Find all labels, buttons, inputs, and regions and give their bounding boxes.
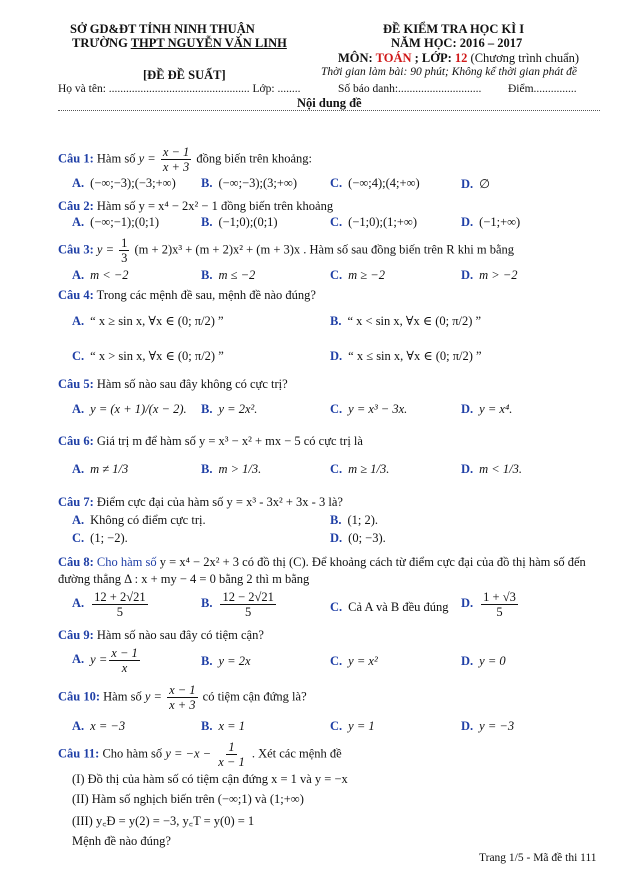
q9-option-d[interactable]: D. y = 0 bbox=[461, 654, 506, 668]
q10-option-b[interactable]: B. x = 1 bbox=[201, 719, 245, 733]
q1-option-b[interactable]: B. (−∞;−3);(3;+∞) bbox=[201, 176, 298, 190]
q10-option-c[interactable]: C. y = 1 bbox=[330, 719, 375, 733]
question-8-line2: đường thẳng Δ : x + my − 4 = 0 bằng 2 thì m bằng bbox=[58, 572, 310, 586]
question-10: Câu 10: Hàm số y = $\frac{x - 1}{x + 3}$ có tiệm cận đứng là? bbox=[58, 683, 307, 712]
q11-prompt: Mệnh đề nào đúng? bbox=[72, 834, 171, 848]
q5-option-d[interactable]: D. y = x⁴. bbox=[461, 402, 513, 416]
content-heading: Nội dung đề bbox=[297, 96, 362, 110]
q3-option-c[interactable]: C. m ≥ −2 bbox=[330, 268, 385, 282]
school-year: NĂM HỌC: 2016 – 2017 bbox=[391, 36, 523, 50]
q9-option-c[interactable]: C. y = x² bbox=[330, 654, 378, 668]
q3-option-a[interactable]: A. m < −2 bbox=[72, 268, 129, 282]
question-5: Câu 5: Hàm số nào sau đây không có cực trị? bbox=[58, 377, 288, 391]
exam-title: ĐỀ KIỂM TRA HỌC KÌ I bbox=[383, 22, 525, 36]
q11-statement-1: (I) Đồ thị của hàm số có tiệm cận đứng x = 1 và y = −x bbox=[72, 772, 348, 786]
score-field: Điểm............... bbox=[508, 83, 577, 95]
question-7: Câu 7: Điểm cực đại của hàm số y = x³ - 3x² + 3x - 3 là? bbox=[58, 495, 343, 509]
q9-option-b[interactable]: B. y = 2x bbox=[201, 654, 251, 668]
q11-statement-2: (II) Hàm số nghịch biến trên (−∞;1) và (1;+∞) bbox=[72, 792, 304, 806]
exam-tag: [ĐỀ ĐỀ SUẤT] bbox=[143, 68, 226, 82]
q4-option-d[interactable]: D. “ x ≤ sin x, ∀x ∈ (0; π/2) ” bbox=[330, 349, 482, 363]
q6-option-d[interactable]: D. m < 1/3. bbox=[461, 462, 522, 476]
question-6: Câu 6: Giá trị m để hàm số y = x³ − x² + mx − 5 có cực trị là bbox=[58, 434, 363, 448]
question-4: Câu 4: Trong các mệnh đề sau, mệnh đề nào đúng? bbox=[58, 288, 316, 302]
q2-option-c[interactable]: C. (−1;0);(1;+∞) bbox=[330, 215, 417, 229]
q5-option-c[interactable]: C. y = x³ − 3x. bbox=[330, 402, 408, 416]
q4-option-c[interactable]: C. “ x > sin x, ∀x ∈ (0; π/2) ” bbox=[72, 349, 224, 363]
q10-option-a[interactable]: A. x = −3 bbox=[72, 719, 126, 733]
question-11: Câu 11: Cho hàm số y = −x − $\frac{1}{x - 1}$ . Xét các mệnh đề bbox=[58, 740, 342, 769]
q6-option-c[interactable]: C. m ≥ 1/3. bbox=[330, 462, 390, 476]
q2-option-b[interactable]: B. (−1;0);(0;1) bbox=[201, 215, 278, 229]
q1-option-c[interactable]: C. (−∞;4);(4;+∞) bbox=[330, 176, 420, 190]
q10-option-d[interactable]: D. y = −3 bbox=[461, 719, 515, 733]
q1-option-a[interactable]: A. (−∞;−3);(−3;+∞) bbox=[72, 176, 176, 190]
q8-option-a[interactable]: A. $\frac{12 + 2√21}{5}$ bbox=[72, 590, 146, 619]
school-name: TRƯỜNG THPT NGUYỄN VĂN LINH bbox=[72, 36, 287, 50]
header-divider bbox=[58, 110, 600, 111]
q5-option-b[interactable]: B. y = 2x². bbox=[201, 402, 258, 416]
q7-option-d[interactable]: D. (0; −3). bbox=[330, 531, 386, 545]
q6-option-a[interactable]: A. m ≠ 1/3 bbox=[72, 462, 129, 476]
q3-option-b[interactable]: B. m ≤ −2 bbox=[201, 268, 256, 282]
question-1: Câu 1: Hàm số y = $\frac{x - 1}{x + 3}$ đồng biến trên khoảng: bbox=[58, 145, 313, 174]
subject-line: MÔN: TOÁN ; LỚP: 12 (Chương trình chuẩn) bbox=[338, 51, 580, 65]
q8-option-c[interactable]: C. Cả A và B đều đúng bbox=[330, 600, 449, 614]
q9-option-a[interactable]: A. y = $\frac{x - 1}{x}$ bbox=[72, 646, 138, 675]
q8-option-d[interactable]: D. $\frac{1 + √3}{5}$ bbox=[461, 590, 516, 619]
page-footer: Trang 1/5 - Mã đề thi 111 bbox=[479, 852, 597, 864]
q2-option-a[interactable]: A. (−∞;−1);(0;1) bbox=[72, 215, 159, 229]
q5-option-a[interactable]: A. y = (x + 1)/(x − 2). bbox=[72, 402, 187, 416]
question-9: Câu 9: Hàm số nào sau đây có tiệm cận? bbox=[58, 628, 264, 642]
q7-option-b[interactable]: B. (1; 2). bbox=[330, 513, 379, 527]
q7-option-a[interactable]: A. Không có điểm cực trị. bbox=[72, 513, 206, 527]
q4-option-a[interactable]: A. “ x ≥ sin x, ∀x ∈ (0; π/2) ” bbox=[72, 314, 224, 328]
q3-option-d[interactable]: D. m > −2 bbox=[461, 268, 518, 282]
student-id-field: Số báo danh:............................. bbox=[338, 83, 482, 95]
q6-option-b[interactable]: B. m > 1/3. bbox=[201, 462, 262, 476]
school-dept: SỞ GD&ĐT TỈNH NINH THUẬN bbox=[70, 22, 255, 36]
q8-option-b[interactable]: B. $\frac{12 - 2√21}{5}$ bbox=[201, 590, 274, 619]
time-note: Thời gian làm bài: 90 phút; Không kể thời gian phát đề bbox=[321, 66, 577, 78]
q2-option-d[interactable]: D. (−1;+∞) bbox=[461, 215, 521, 229]
q4-option-b[interactable]: B. “ x < sin x, ∀x ∈ (0; π/2) ” bbox=[330, 314, 482, 328]
question-3: Câu 3: y = $\frac{1}{3}$ (m + 2)x³ + (m + 2)x² + (m + 3)x . Hàm số sau đồng biến trên R khi m bằng bbox=[58, 236, 515, 265]
q11-statement-3: (III) y꜀Đ = y(2) = −3, y꜀T = y(0) = 1 bbox=[72, 814, 255, 828]
q1-option-d[interactable]: D. ∅ bbox=[461, 177, 491, 191]
question-2: Câu 2: Hàm số y = x⁴ − 2x² − 1 đồng biến trên khoảng bbox=[58, 199, 334, 213]
student-name-field: Họ và tên: ................................................. Lớp: ........ bbox=[58, 83, 301, 95]
q7-option-c[interactable]: C. (1; −2). bbox=[72, 531, 128, 545]
question-8: Câu 8: Cho hàm số y = x⁴ − 2x² + 3 có đồ thị (C). Để khoảng cách từ điểm cực đại của đồ thị hàm số đến bbox=[58, 555, 586, 569]
